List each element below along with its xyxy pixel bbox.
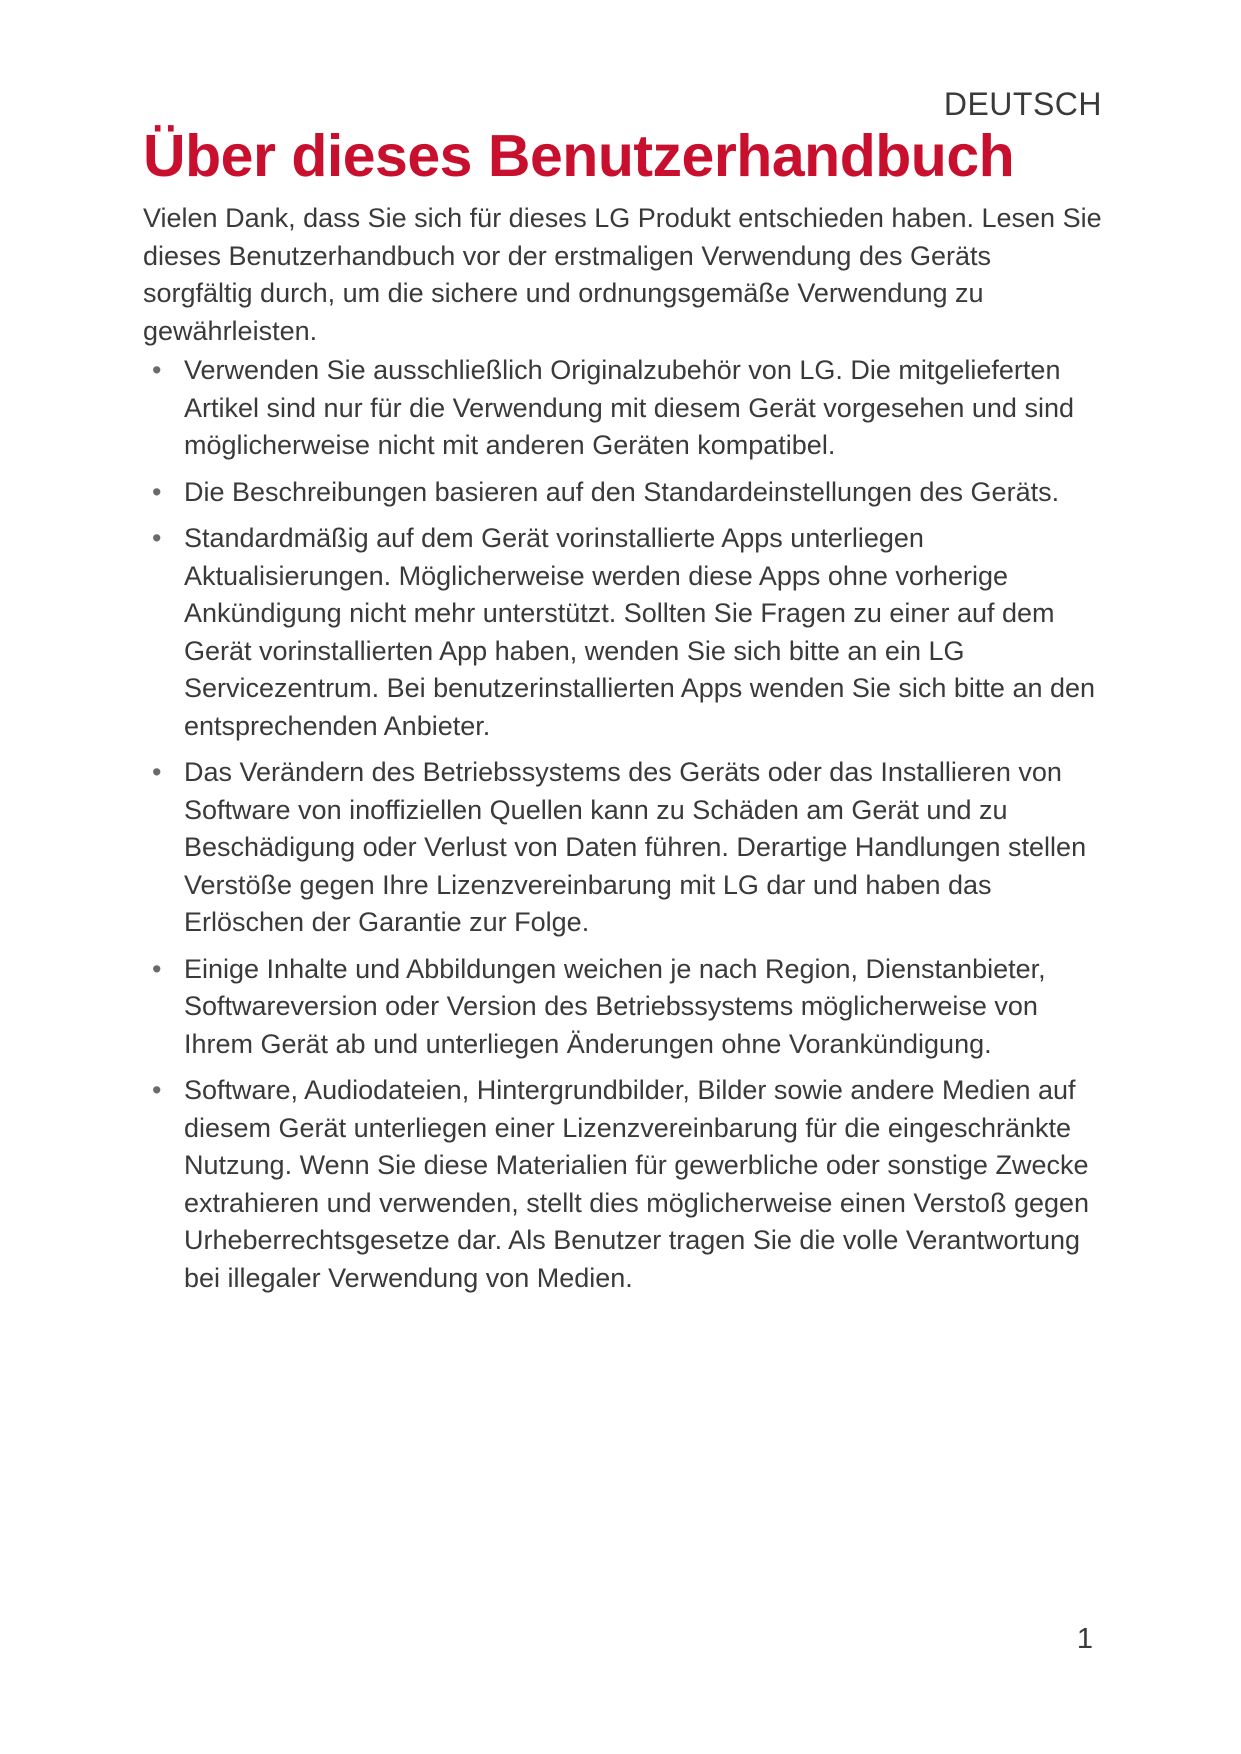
list-item-text: Verwenden Sie ausschließlich Originalzubehör von LG. Die mitgelieferten Artikel sind nur für die Verwendung mit diesem Gerät vorgesehen und sind möglicherweise nicht mit anderen Geräten kompatibel. <box>184 355 1074 460</box>
list-item <box>143 951 1103 1064</box>
bullet-icon: • <box>152 355 162 385</box>
bullet-icon: • <box>152 1075 162 1105</box>
document-body <box>143 200 1103 1306</box>
list-item-text: Software, Audiodateien, Hintergrundbilder, Bilder sowie andere Medien auf diesem Gerät unterliegen einer Lizenzvereinbarung für die eingeschränkte Nutzung. Wenn Sie diese Materialien für gewerbliche oder sonstige Zwecke extrahieren und verwenden, stellt dies möglicherweise einen Verstoß gegen Urheberrechtsgesetze dar. Als Benutzer tragen Sie die volle Verantwortung bei illegaler Verwendung von Medien. <box>184 1075 1090 1293</box>
list-item <box>143 754 1103 942</box>
list-item <box>143 1072 1103 1297</box>
list-item <box>143 474 1103 512</box>
intro-paragraph: Vielen Dank, dass Sie sich für dieses LG Produkt entschieden haben. Lesen Sie dieses Benutzerhandbuch vor der erstmaligen Verwendung des Geräts sorgfältig durch, um die sichere und ordnungsgemäße Verwendung zu gewährleisten. <box>143 203 1102 346</box>
bullet-list <box>143 352 1103 1297</box>
list-item-text: Das Verändern des Betriebssystems des Geräts oder das Installieren von Software von inoffiziellen Quellen kann zu Schäden am Gerät und zu Beschädigung oder Verlust von Daten führen. Derartige Handlungen stellen Verstöße gegen Ihre Lizenzvereinbarung mit LG dar und haben das Erlöschen der Garantie zur Folge. <box>184 757 1087 937</box>
list-item <box>143 352 1103 465</box>
list-item-text: Standardmäßig auf dem Gerät vorinstallierte Apps unterliegen Aktualisierungen. Möglicherweise werden diese Apps ohne vorherige Ankündigung nicht mehr unterstützt. Sollten Sie Fragen zu einer auf dem Gerät vorinstallierten App haben, wenden Sie sich bitte an ein LG Servicezentrum. Bei benutzerinstallierten Apps wenden Sie sich bitte an den entsprechenden Anbieter. <box>184 523 1096 741</box>
page-title: Über dieses Benutzerhandbuch <box>143 123 1015 189</box>
list-item-text: Die Beschreibungen basieren auf den Standardeinstellungen des Geräts. <box>184 476 1060 507</box>
language-label: DEUTSCH <box>943 86 1102 122</box>
bullet-icon: • <box>152 953 162 984</box>
bullet-icon: • <box>152 476 162 507</box>
bullet-icon: • <box>152 523 162 553</box>
page-number: 1 <box>1076 1623 1093 1655</box>
list-item-text: Einige Inhalte und Abbildungen weichen je nach Region, Dienstanbieter, Softwareversion oder Version des Betriebssystems möglicherweise von Ihrem Gerät ab und unterliegen Änderungen ohne Vorankündigung. <box>184 953 1046 1059</box>
list-item <box>143 520 1103 745</box>
bullet-icon: • <box>152 757 162 787</box>
